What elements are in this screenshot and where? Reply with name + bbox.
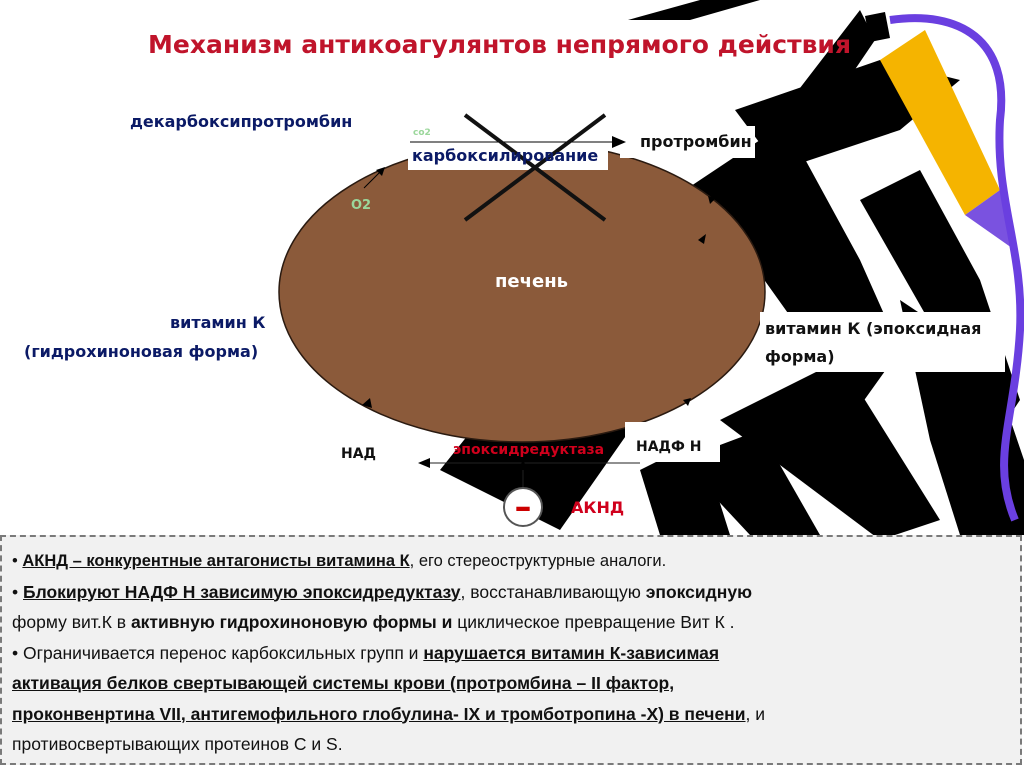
arrow-head: [418, 458, 430, 468]
o2-label: O2: [351, 198, 372, 213]
info-line-7: [12, 729, 1010, 760]
info-box: [0, 535, 1022, 765]
info-text: , восстанавливающую: [460, 581, 646, 602]
info-text: циклическое превращение Вит К .: [452, 612, 735, 632]
info-line-1: [12, 546, 1010, 577]
page-title: Механизм антикоагулянтов непрямого действия: [148, 30, 851, 59]
info-text: проконвенртина VII, антигемофильного глобулина- IX и тромботропина -X) в печени: [12, 703, 746, 724]
vitamin-k-epoxide-label-2: форма): [765, 347, 835, 366]
aknd-label: АКНД: [571, 498, 625, 517]
info-text: АКНД – конкурентные антагонисты витамина К: [22, 552, 410, 570]
info-text: нарушается витамин К-зависимая: [423, 642, 720, 663]
info-text: активация белков свертывающей системы крови (протромбина – II фактор,: [12, 673, 675, 693]
vitamin-k-hydroquinone-label-2: (гидрохиноновая форма): [24, 342, 259, 361]
vitamin-k-epoxide-label-1: витамин К (эпоксидная: [765, 319, 982, 338]
bullet: •: [12, 552, 23, 570]
co2-label: co2: [413, 128, 431, 138]
vitamin-k-hydroquinone-label-1: витамин К: [170, 313, 266, 332]
info-line-5: [12, 668, 1010, 699]
bullet: •: [12, 642, 23, 663]
info-text: активную гидрохиноновую формы и: [130, 612, 453, 632]
info-text: противосвертывающих протеинов С и S.: [12, 734, 343, 754]
inhibition-minus-icon: –: [503, 487, 543, 527]
info-text: Блокируют НАДФ Н зависимую эпоксидредуктазу: [23, 581, 461, 602]
liver-label: печень: [495, 271, 569, 292]
nadph-label: НАДФ Н: [636, 439, 702, 455]
liver-ellipse: [279, 142, 765, 442]
info-text: , его стереоструктурные аналоги.: [409, 552, 667, 570]
carboxylation-label: карбоксилирование: [412, 146, 599, 165]
info-line-4: [12, 638, 1010, 669]
info-line-6: [12, 699, 1010, 730]
prothrombin-label: протромбин: [640, 132, 752, 151]
info-text: форму вит.К в: [12, 612, 131, 632]
info-line-3: [12, 607, 1010, 638]
info-text: Ограничивается перенос карбоксильных групп и: [23, 642, 424, 663]
epoxyreductase-label: эпоксидредуктаза: [453, 442, 605, 458]
nad-label: НАД: [341, 446, 377, 462]
info-line-2: [12, 577, 1010, 608]
info-text: эпоксидную: [645, 581, 753, 602]
bullet: •: [12, 581, 23, 602]
arrow-head: [518, 460, 528, 470]
info-text: , и: [745, 703, 766, 724]
decarboxyprothrombin-label: декарбоксипротромбин: [130, 112, 353, 131]
